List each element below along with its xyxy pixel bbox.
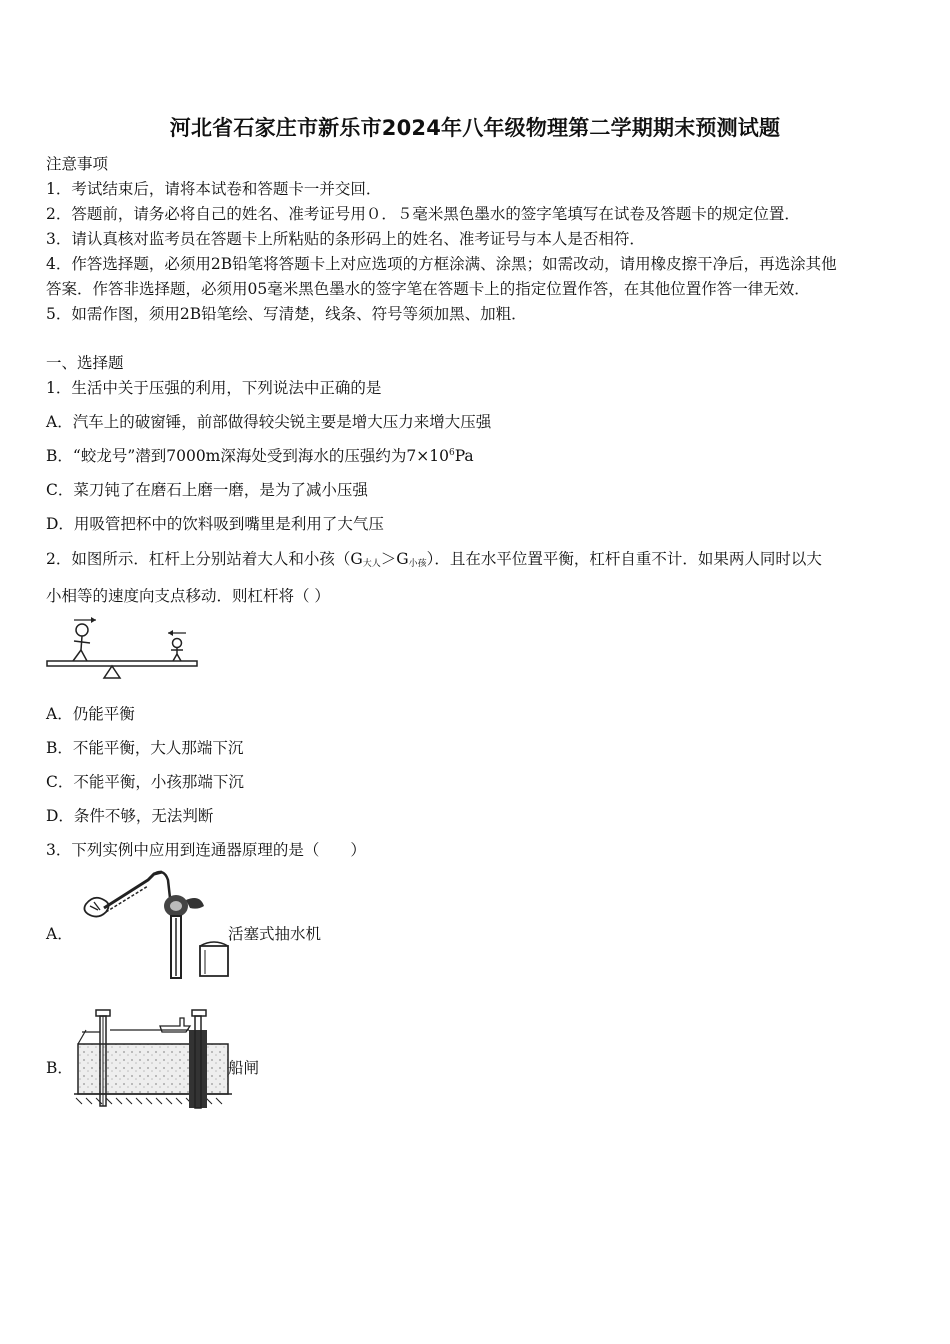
notice-item: 答案．作答非选择题，必须用05毫米黑色墨水的签字笔在答题卡上的指定位置作答，在其他位置作答一律无效． [46, 280, 810, 298]
question-3-stem: 3．下列实例中应用到连通器原理的是（ ） [46, 841, 366, 859]
notice-heading: 注意事项 [46, 155, 109, 173]
lever-figure [44, 616, 204, 686]
q1-option-b: B．“蛟龙号”潜到7000m深海处受到海水的压强约为$7\times 10^6Pa$ [46, 447, 474, 465]
q2-option-c: C．不能平衡，小孩那端下沉 [46, 773, 244, 791]
q1-option-c: C．菜刀钝了在磨石上磨一磨，是为了减小压强 [46, 481, 368, 499]
q3-option-a-letter: A． [46, 925, 73, 943]
question-2-stem: 2．如图所示．杠杆上分别站着大人和小孩（G大人＞G小孩）．且在水平位置平衡，杠杆自重不计．如果两人同时以大 [46, 550, 822, 569]
q2-option-d: D．条件不够，无法判断 [46, 807, 214, 825]
section-heading: 一、选择题 [46, 354, 124, 372]
q3-option-b-label: 船闸 [228, 1059, 260, 1077]
notice-item: 3．请认真核对监考员在答题卡上所粘贴的条形码上的姓名、准考证号与本人是否相符． [46, 230, 645, 248]
notice-item: 5．如需作图，须用2B铅笔绘、写清楚，线条、符号等须加黑、加粗． [46, 305, 527, 323]
piston-pump-figure [78, 866, 228, 986]
notice-item: 1．考试结束后，请将本试卷和答题卡一并交回． [46, 180, 382, 198]
q1-option-d: D．用吸管把杯中的饮料吸到嘴里是利用了大气压 [46, 515, 384, 533]
notice-item: 2．答题前，请务必将自己的姓名、准考证号用０．５毫米黑色墨水的签字笔填写在试卷及答题卡的规定位置． [46, 205, 800, 223]
q3-option-b-letter: B． [46, 1059, 73, 1077]
notice-item: 4．作答选择题，必须用2B铅笔将答题卡上对应选项的方框涂满、涂黑；如需改动，请用橡皮擦干净后，再选涂其他 [46, 255, 837, 273]
ship-lock-figure [74, 1002, 234, 1112]
q3-option-a-label: 活塞式抽水机 [228, 925, 322, 943]
q2-option-a: A．仍能平衡 [46, 705, 135, 723]
q2-option-b: B．不能平衡，大人那端下沉 [46, 739, 244, 757]
question-2-stem-line2: 小相等的速度向支点移动．则杠杆将（ ） [46, 587, 330, 605]
q1-option-a: A．汽车上的破窗锤，前部做得较尖锐主要是增大压力来增大压强 [46, 413, 492, 431]
question-1-stem: 1．生活中关于压强的利用，下列说法中正确的是 [46, 379, 382, 397]
page-title: 河北省石家庄市新乐市2024年八年级物理第二学期期末预测试题 [169, 116, 781, 140]
